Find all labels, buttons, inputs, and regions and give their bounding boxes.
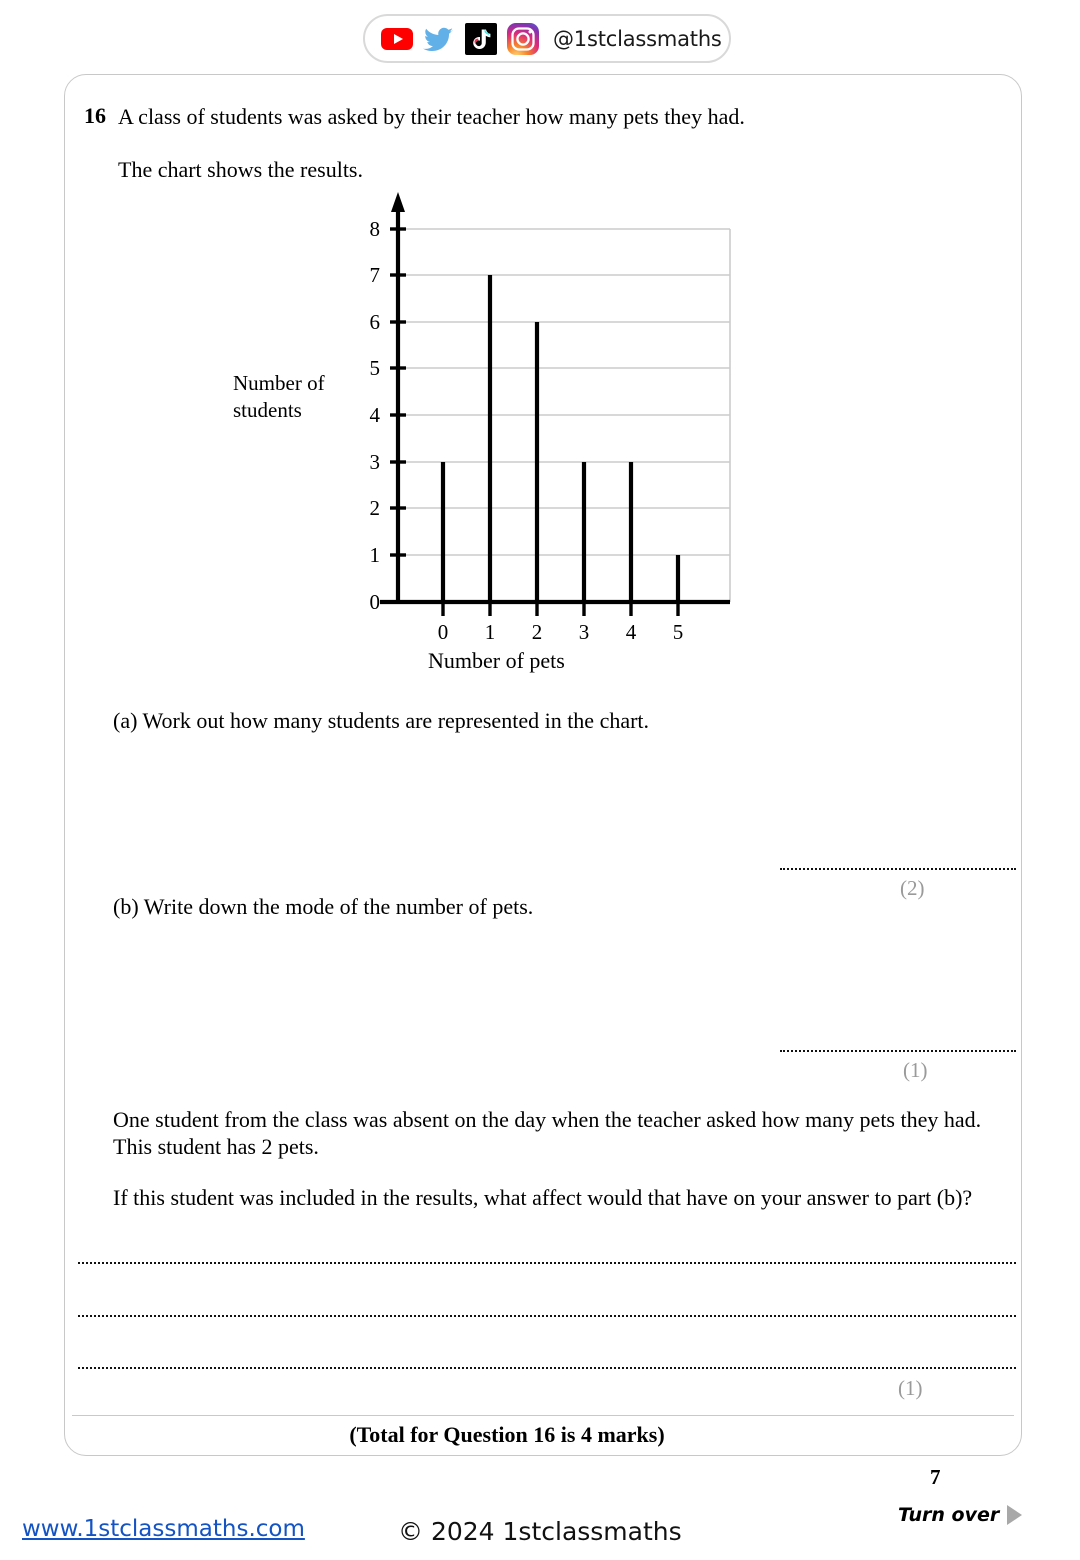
svg-text:3: 3 (369, 450, 380, 474)
turn-over-label: Turn over (898, 1504, 1000, 1526)
turn-over-indicator (898, 1504, 1022, 1526)
question-stem: A class of students was asked by their teacher how many pets they had. (118, 104, 745, 129)
social-media-bar (363, 14, 731, 63)
svg-text:0: 0 (369, 590, 380, 614)
part-a-text: (a) Work out how many students are represented in the chart. (113, 708, 650, 733)
answer-writing-line-2[interactable] (78, 1315, 1016, 1317)
extra-info-line-1: One student from the class was absent on the day when the teacher asked how many pets they had. (113, 1107, 982, 1132)
social-handle: @1stclassmaths (553, 26, 722, 51)
chart-y-tick-labels (370, 217, 381, 614)
svg-text:5: 5 (369, 356, 380, 380)
svg-text:4: 4 (369, 403, 380, 427)
svg-text:0: 0 (437, 620, 449, 644)
svg-text:3: 3 (578, 620, 590, 644)
extra-question-text: If this student was included in the results, what affect would that have on your answer to part (b)? (113, 1185, 973, 1210)
part-b-answer-line[interactable] (780, 1050, 1016, 1052)
svg-text:7: 7 (369, 263, 380, 287)
chart-data-bars (443, 275, 678, 602)
instagram-icon[interactable] (507, 23, 539, 55)
part-a-marks: (2) (900, 876, 925, 900)
svg-text:1: 1 (369, 543, 380, 567)
website-link[interactable]: www.1stclassmaths.com (22, 1516, 305, 1542)
question-number: 16 (84, 103, 106, 128)
chart-gridlines (398, 229, 730, 555)
turn-over-arrow-icon (1007, 1505, 1022, 1525)
chart-intro-text: The chart shows the results. (118, 157, 363, 182)
part-a-answer-line[interactable] (780, 868, 1016, 870)
twitter-icon[interactable] (423, 23, 455, 55)
part-b-text: (b) Write down the mode of the number of pets. (113, 894, 534, 919)
total-divider (72, 1415, 1014, 1416)
answer-writing-line-1[interactable] (78, 1262, 1016, 1264)
chart-svg (228, 190, 788, 650)
svg-text:8: 8 (369, 217, 380, 241)
svg-text:2: 2 (369, 496, 380, 520)
chart-x-axis-label: Number of pets (428, 648, 565, 673)
svg-text:4: 4 (625, 620, 637, 644)
extra-question-marks: (1) (898, 1376, 923, 1400)
question-total-marks: (Total for Question 16 is 4 marks) (349, 1422, 665, 1447)
chart-y-axis-arrow (391, 192, 405, 212)
youtube-icon[interactable] (381, 23, 413, 55)
extra-info-paragraph (113, 1106, 1013, 1160)
copyright-notice: © 2024 1stclassmaths (398, 1517, 682, 1546)
svg-text:1: 1 (484, 620, 496, 644)
answer-writing-line-3[interactable] (78, 1367, 1016, 1369)
part-b-marks: (1) (903, 1058, 928, 1082)
tiktok-icon[interactable] (465, 23, 497, 55)
page-number: 7 (930, 1465, 941, 1489)
svg-text:6: 6 (369, 310, 380, 334)
chart-x-tick-labels (438, 620, 684, 644)
extra-info-line-2: This student has 2 pets. (113, 1134, 319, 1159)
svg-text:2: 2 (531, 620, 543, 644)
pets-bar-chart (228, 190, 788, 680)
svg-text:5: 5 (672, 620, 684, 644)
chart-y-axis-label: Number of students (233, 371, 325, 422)
